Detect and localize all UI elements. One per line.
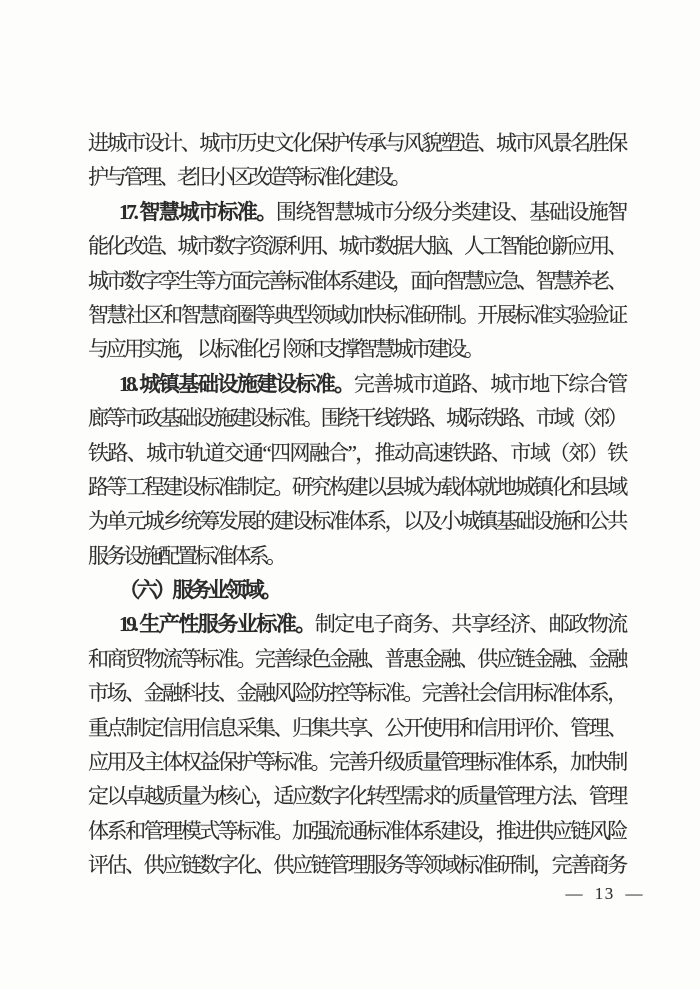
line-text: 护与管理、老旧小区改造等标准化建设。 xyxy=(88,165,409,190)
text-line xyxy=(88,298,625,332)
page-number: — 13 — xyxy=(565,884,644,903)
line-text: 城市数字孪生等方面完善标准体系建设，面向智慧应急、智慧养老、 xyxy=(88,268,625,293)
line-text: 能化改造、城市数字资源利用、城市数据大脑、人工智能创新应用、 xyxy=(88,234,625,259)
line-text: 与应用实施， 以标准化引领和支撑智慧城市建设。 xyxy=(88,337,482,362)
line-text: 进城市设计、城市历史文化保护传承与风貌塑造、城市风景名胜保 xyxy=(88,131,625,155)
line-text: 体系和管理模式等标准。加强流通标准体系建设，推进供应链风险 xyxy=(88,818,625,843)
text-line xyxy=(88,504,625,538)
line-text: 服务设施配置标准体系。 xyxy=(88,543,284,568)
text-line xyxy=(88,160,625,194)
section-title: （六）服务业领域。 xyxy=(119,578,280,603)
text-line xyxy=(88,470,625,504)
text-line xyxy=(88,711,625,745)
text-line xyxy=(88,401,625,435)
line-text: 定以卓越质量为核心，适应数字化转型需求的质量管理方法、管理 xyxy=(88,784,625,809)
line-text: 路等工程建设标准制定。研究构建以县城为载体就地城镇化和县域 xyxy=(88,474,625,499)
line-text: 市场、金融科技、金融风险防控等标准。完善社会信用标准体系， xyxy=(88,681,625,706)
line-text: 智慧社区和智慧商圈等典型领域加快标准研制。开展标准实验验证 xyxy=(88,302,625,327)
text-line xyxy=(88,229,625,263)
text-line xyxy=(88,332,625,366)
text-line xyxy=(88,126,625,160)
text-line xyxy=(88,745,625,779)
line-text: 评估、供应链数字化、供应链管理服务等领域标准研制，完善商务 xyxy=(88,853,625,878)
text-line xyxy=(88,607,625,641)
document-body xyxy=(88,126,625,883)
line-text: 应用及主体权益保护等标准。完善升级质量管理标准体系，加快制 xyxy=(88,750,625,775)
line-text: 完善城市道路、城市地下综合管 xyxy=(353,371,626,396)
line-text: 和商贸物流等标准。完善绿色金融、普惠金融、供应链金融、金融 xyxy=(88,646,625,671)
text-line xyxy=(88,436,625,470)
item-title: 19. 生产性服务业标准。 xyxy=(119,612,315,637)
line-text: 廊等市政基础设施建设标准。围绕干线铁路、城际铁路、市域（郊） xyxy=(88,406,625,431)
text-line xyxy=(88,367,625,401)
text-line xyxy=(88,195,625,229)
text-line xyxy=(88,814,625,848)
line-text: 为单元城乡统筹发展的建设标准体系，以及小城镇基础设施和公共 xyxy=(88,509,625,534)
text-line xyxy=(88,539,625,573)
item-title: 18. 城镇基础设施建设标准。 xyxy=(119,371,354,396)
text-line xyxy=(88,676,625,710)
text-line xyxy=(88,642,625,676)
line-text: 围绕智慧城市分级分类建设、基础设施智 xyxy=(275,199,625,224)
section-heading xyxy=(88,573,625,607)
text-line xyxy=(88,779,625,813)
item-title: 17. 智慧城市标准。 xyxy=(119,199,276,224)
text-line xyxy=(88,264,625,298)
line-text: 重点制定信用信息采集、归集共享、公开使用和信用评价、管理、 xyxy=(88,715,625,740)
line-text: 制定电子商务、共享经济、邮政物流 xyxy=(314,612,625,637)
text-line xyxy=(88,848,625,882)
line-text: 铁路、城市轨道交通“四网融合”，推动高速铁路、市域（郊）铁 xyxy=(88,440,625,465)
